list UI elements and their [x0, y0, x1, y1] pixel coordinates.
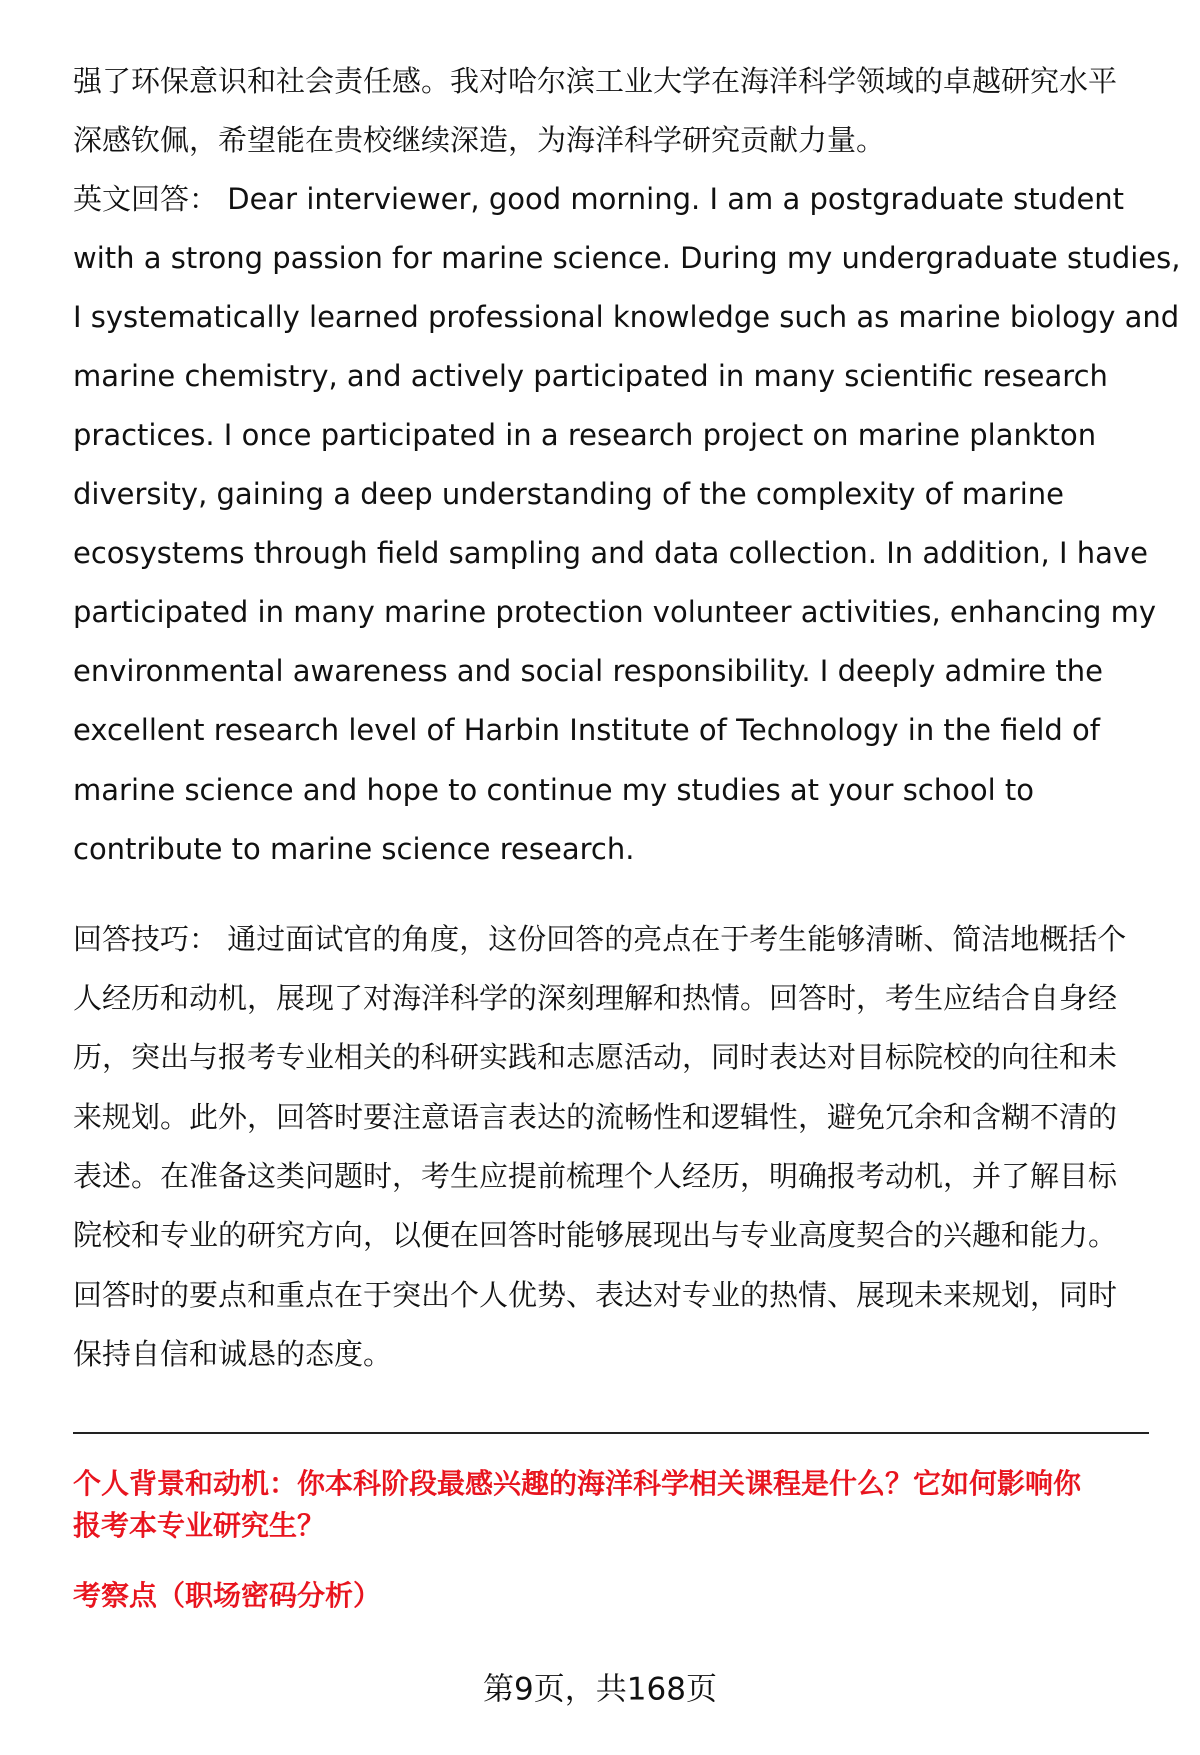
text-line: 来规划。此外，回答时要注意语言表达的流畅性和逻辑性，避免冗余和含糊不清的: [73, 1100, 1118, 1134]
text-span: 通过面试官的角度，这份回答的亮点在于考生能够清晰、简洁地概括个: [218, 922, 1127, 956]
text-line: I systematically learned professional knowledge such as marine biology and: [73, 300, 1180, 334]
text-line: environmental awareness and social responsibility. I deeply admire the: [73, 654, 1103, 688]
text-line: excellent research level of Harbin Institute of Technology in the field of: [73, 713, 1100, 747]
text-line: contribute to marine science research.: [73, 832, 635, 866]
text-line: 历，突出与报考专业相关的科研实践和志愿活动，同时表达对目标院校的向往和未: [73, 1040, 1118, 1074]
question-heading-line: 个人背景和动机：你本科阶段最感兴趣的海洋科学相关课程是什么？它如何影响你: [73, 1467, 1082, 1500]
text-line: participated in many marine protection volunteer activities, enhancing my: [73, 595, 1157, 629]
text-line: 人经历和动机，展现了对海洋科学的深刻理解和热情。回答时，考生应结合自身经: [73, 981, 1118, 1015]
text-line: [73, 919, 1126, 959]
text-line: [73, 179, 1124, 219]
page-number: 第9页，共168页: [483, 1671, 717, 1708]
tips-label: 回答技巧：: [73, 922, 219, 956]
text-line: with a strong passion for marine science. During my undergraduate studies,: [73, 241, 1181, 275]
text-line: 表述。在准备这类问题时，考生应提前梳理个人经历，明确报考动机，并了解目标: [73, 1159, 1118, 1193]
text-line: 保持自信和诚恳的态度。: [73, 1337, 393, 1371]
text-line: 深感钦佩，希望能在贵校继续深造，为海洋科学研究贡献力量。: [73, 123, 886, 157]
text-span: Dear interviewer, good morning. I am a postgraduate student: [218, 182, 1125, 216]
text-line: 强了环保意识和社会责任感。我对哈尔滨工业大学在海洋科学领域的卓越研究水平: [73, 64, 1118, 98]
text-line: practices. I once participated in a research project on marine plankton: [73, 418, 1097, 452]
text-line: 院校和专业的研究方向，以便在回答时能够展现出与专业高度契合的兴趣和能力。: [73, 1218, 1118, 1252]
text-line: diversity, gaining a deep understanding of the complexity of marine: [73, 477, 1065, 511]
english-answer-label: 英文回答：: [73, 182, 219, 216]
text-line: marine science and hope to continue my studies at your school to: [73, 773, 1035, 807]
text-line: ecosystems through field sampling and data collection. In addition, I have: [73, 536, 1148, 570]
question-subheading: 考察点（职场密码分析）: [73, 1579, 382, 1612]
section-divider: [73, 1432, 1149, 1434]
text-line: marine chemistry, and actively participated in many scientific research: [73, 359, 1108, 393]
question-heading-line: 报考本专业研究生？: [73, 1509, 326, 1542]
text-line: 回答时的要点和重点在于突出个人优势、表达对专业的热情、展现未来规划，同时: [73, 1278, 1118, 1312]
